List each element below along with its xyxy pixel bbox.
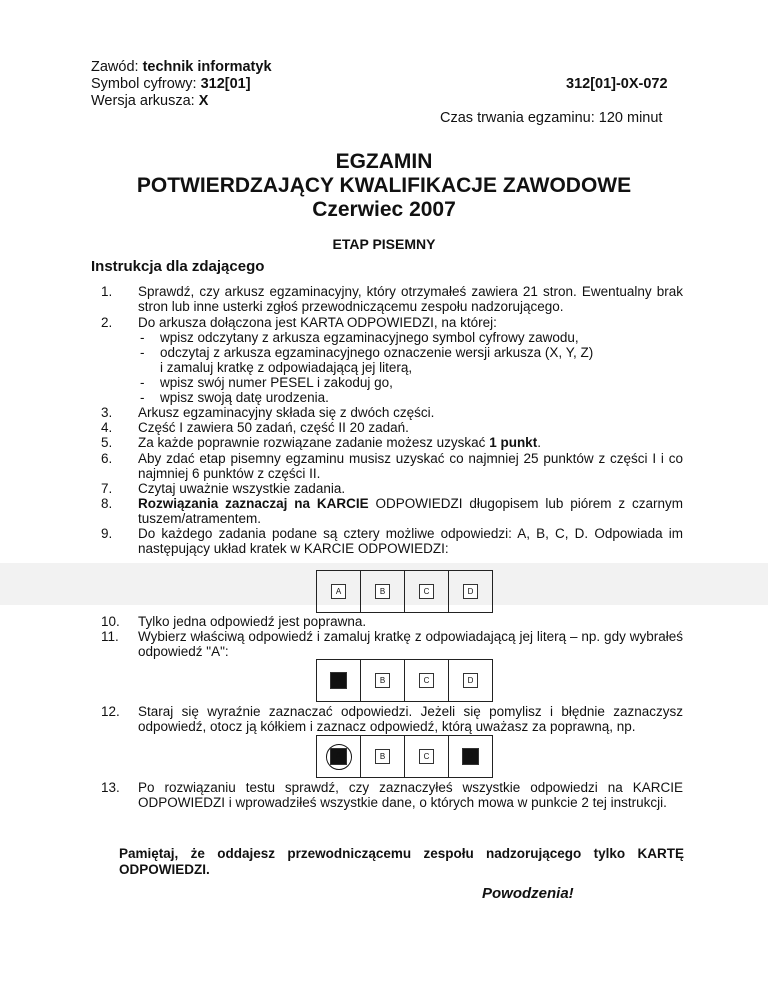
item-number: 9.	[101, 526, 113, 541]
item-number: 11.	[101, 629, 119, 644]
wersja-value: X	[198, 93, 209, 109]
answer-cell-c	[405, 736, 449, 777]
instruction-item: Za każde poprawnie rozwiązane zadanie możesz uzyskać 1 punkt.	[138, 435, 541, 450]
answer-box-a-filled: A	[330, 748, 347, 765]
item-number: 5.	[101, 435, 113, 450]
sub-item: - wpisz swój numer PESEL i zakoduj go,	[140, 375, 393, 390]
instruction-item: Wybierz właściwą odpowiedź i zamaluj kratkę z odpowiadającą jej literą – np. gdy wybrałeś odpowiedź "A":	[138, 629, 683, 659]
answer-cell-c	[405, 571, 449, 612]
answer-cell-c	[405, 660, 449, 701]
instruction-item: Staraj się wyraźnie zaznaczać odpowiedzi. Jeżeli się pomylisz i błędnie zaznaczysz odpowiedź, otocz ją kółkiem i zaznacz odpowiedź, którą uważasz za poprawną, np.	[138, 704, 683, 734]
sheet-code: 312[01]-0X-072	[566, 76, 668, 92]
instruction-item: Rozwiązania zaznaczaj na KARCIE ODPOWIEDZI długopisem lub piórem z czarnym tuszem/atramentem.	[138, 496, 683, 526]
answer-box-a: A	[331, 584, 346, 599]
good-luck: Powodzenia!	[482, 885, 574, 902]
answer-box-b: B	[375, 673, 390, 688]
answer-box-c: C	[419, 584, 434, 599]
wersja-line: Wersja arkusza: X	[91, 93, 209, 109]
instruction-item: Do arkusza dołączona jest KARTA ODPOWIEDZI, na której:	[138, 315, 497, 330]
answer-cell-b	[361, 571, 405, 612]
answer-box-b: B	[375, 584, 390, 599]
item-number: 6.	[101, 451, 113, 466]
answer-box-d-filled: D	[462, 748, 479, 765]
item-number: 4.	[101, 420, 113, 435]
instruction-item: Czytaj uważnie wszystkie zadania.	[138, 481, 346, 496]
answer-box-c: C	[419, 749, 434, 764]
instruction-item: Tylko jedna odpowiedź jest poprawna.	[138, 614, 367, 629]
sub-item: - odczytaj z arkusza egzaminacyjnego oznaczenie wersji arkusza (X, Y, Z)	[140, 345, 594, 360]
instruction-item: Arkusz egzaminacyjny składa się z dwóch części.	[138, 405, 435, 420]
sub-item: - wpisz swoją datę urodzenia.	[140, 390, 329, 405]
exam-duration: Czas trwania egzaminu: 120 minut	[440, 110, 663, 126]
item-number: 3.	[101, 405, 113, 420]
sub-item-continued: i zamaluj kratkę z odpowiadającą jej literą,	[160, 360, 413, 375]
answer-cell-a	[317, 571, 361, 612]
header-info	[91, 59, 272, 110]
zawod-line: Zawód: technik informatyk	[91, 59, 272, 75]
stage-title: ETAP PISEMNY	[332, 236, 436, 252]
title-line-2: POTWIERDZAJĄCY KWALIFIKACJE ZAWODOWE	[136, 174, 632, 197]
instruction-item: Sprawdź, czy arkusz egzaminacyjny, który otrzymałeś zawiera 21 stron. Ewentualny brak stron lub inne usterki zgłoś przewodniczącemu zespołu nadzorującego.	[138, 284, 683, 314]
answer-cell-d	[449, 736, 492, 777]
item-number: 7.	[101, 481, 113, 496]
answer-box-c: C	[419, 673, 434, 688]
answer-box-a-filled: A	[330, 672, 347, 689]
item-number: 10.	[101, 614, 120, 629]
title-line-3: Czerwiec 2007	[312, 198, 456, 221]
final-reminder: Pamiętaj, że oddajesz przewodniczącemu zespołu nadzorującego tylko KARTĘ ODPOWIEDZI.	[119, 846, 684, 877]
item-number: 1.	[101, 284, 113, 299]
item-number: 13.	[101, 780, 120, 795]
instruction-item: Część I zawiera 50 zadań, część II 20 zadań.	[138, 420, 409, 435]
sub-item: - wpisz odczytany z arkusza egzaminacyjnego symbol cyfrowy zawodu,	[140, 330, 579, 345]
instruction-item: Aby zdać etap pisemny egzaminu musisz uzyskać co najmniej 25 punktów z części I i co najmniej 6 punktów z części II.	[138, 451, 683, 481]
item-number: 8.	[101, 496, 113, 511]
answer-cell-a	[317, 736, 361, 777]
answer-grid-example	[316, 570, 493, 613]
zawod-value: technik informatyk	[142, 59, 272, 75]
item-number: 12.	[101, 704, 120, 719]
item-number: 2.	[101, 315, 113, 330]
answer-cell-d	[449, 660, 492, 701]
instruction-item: Po rozwiązaniu testu sprawdź, czy zaznaczyłeś wszystkie odpowiedzi na KARCIE ODPOWIEDZI i wprowadziłeś wszystkie dane, o których mowa w punkcie 2 tej instrukcji.	[138, 780, 683, 810]
answer-grid-filled-example	[316, 659, 493, 702]
instructions-heading: Instrukcja dla zdającego	[91, 258, 265, 275]
correction-circle	[326, 744, 352, 770]
answer-cell-a	[317, 660, 361, 701]
answer-cell-b	[361, 736, 405, 777]
answer-box-d: D	[463, 673, 478, 688]
symbol-value: 312[01]	[200, 76, 251, 92]
instruction-item: Do każdego zadania podane są cztery możliwe odpowiedzi: A, B, C, D. Odpowiada im następujący układ kratek w KARCIE ODPOWIEDZI:	[138, 526, 683, 556]
title-line-1: EGZAMIN	[335, 150, 433, 173]
answer-cell-d	[449, 571, 492, 612]
answer-grid-correction-example	[316, 735, 493, 778]
symbol-line: Symbol cyfrowy: 312[01]	[91, 76, 251, 92]
answer-cell-b	[361, 660, 405, 701]
answer-box-b: B	[375, 749, 390, 764]
answer-box-d: D	[463, 584, 478, 599]
